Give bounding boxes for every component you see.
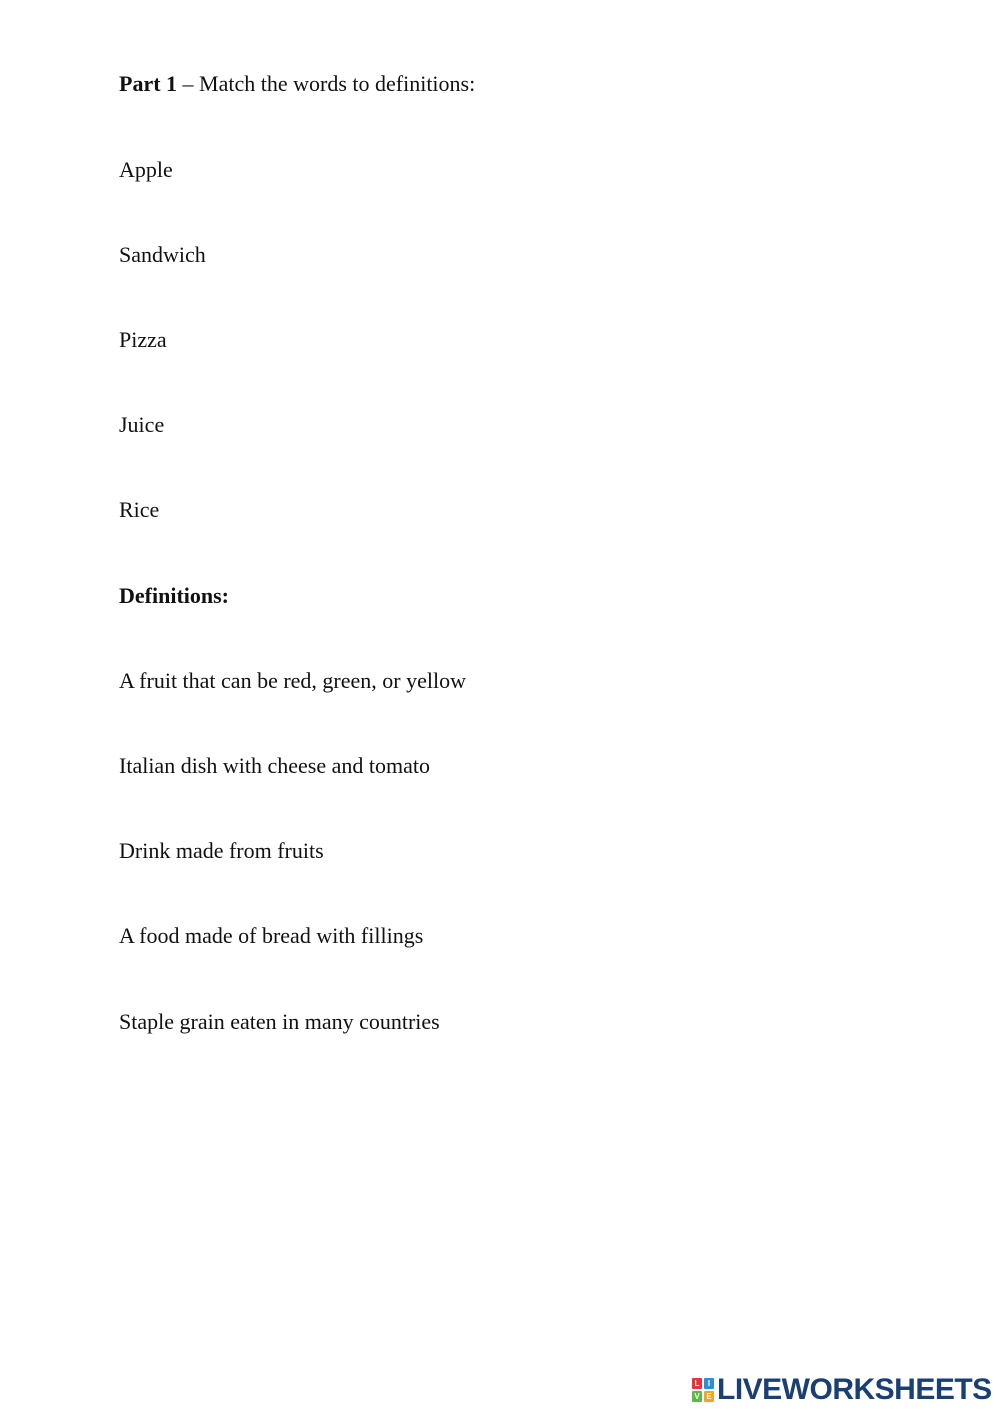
- definition-item: A food made of bread with fillings: [119, 923, 424, 948]
- definition-item: Staple grain eaten in many countries: [119, 1009, 440, 1034]
- live-logo-icon: [692, 1378, 714, 1402]
- logo-letter: E: [704, 1391, 714, 1402]
- liveworksheets-logo: [692, 1372, 992, 1408]
- logo-text: LIVEWORKSHEETS: [717, 1373, 992, 1406]
- word-item: Apple: [119, 157, 173, 182]
- word-item: Sandwich: [119, 242, 206, 267]
- word-item: Rice: [119, 497, 160, 522]
- part-heading: [119, 70, 475, 98]
- definition-item: Italian dish with cheese and tomato: [119, 753, 430, 778]
- definition-item: A fruit that can be red, green, or yellow: [119, 668, 466, 693]
- part-instruction: – Match the words to definitions:: [177, 71, 476, 96]
- definitions-heading: Definitions:: [119, 583, 229, 608]
- logo-letter: I: [704, 1378, 714, 1389]
- definition-item: Drink made from fruits: [119, 838, 324, 863]
- word-item: Pizza: [119, 327, 167, 352]
- logo-letter: L: [692, 1378, 702, 1389]
- part-label: Part 1: [119, 71, 178, 96]
- logo-letter: V: [692, 1391, 702, 1402]
- word-item: Juice: [119, 412, 165, 437]
